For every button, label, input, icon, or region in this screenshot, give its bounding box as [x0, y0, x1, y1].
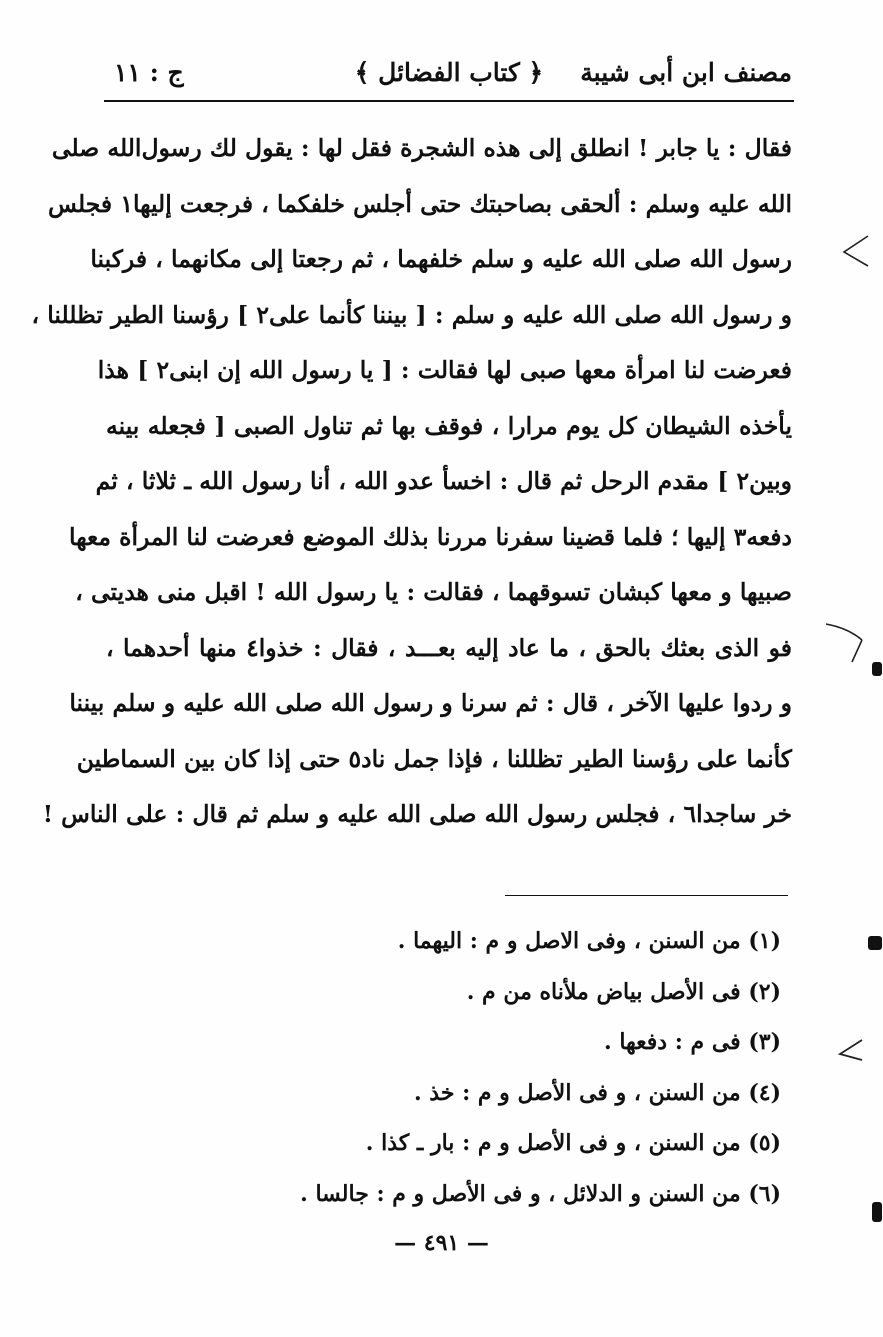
- text-line: و رسول الله صلى الله عليه و سلم : [ بيننا كأنما على٢ ] رؤسنا الطير تظللنا ،: [31, 300, 792, 329]
- footnote: (٤) من السنن ، و فى الأصل و م : خذ .: [413, 1079, 781, 1106]
- margin-mark-icon: [832, 232, 872, 272]
- scan-blot: [868, 936, 882, 950]
- chapter-title: ﴿ كتاب الفضائل ﴾: [354, 58, 544, 87]
- text-line: يأخذه الشيطان كل يوم مرارا ، فوقف بها ثم تناول الصبى [ فجعله بينه: [106, 411, 792, 440]
- margin-mark-icon: [822, 618, 872, 668]
- text-line: رسول الله صلى الله عليه و سلم خلفهما ، ثم رجعتا إلى مكانهما ، فركبنا: [90, 245, 792, 273]
- main-text: [31, 124, 792, 846]
- running-header: [104, 54, 794, 102]
- text-line: الله عليه وسلم : ألحقى بصاحبتك حتى أجلس خلفكما ، فرجعت إليها١ فجلس: [48, 189, 792, 218]
- text-line: فقال : يا جابر ! انطلق إلى هذه الشجرة فقل لها : يقول لك رسول‌الله صلى: [51, 134, 792, 162]
- text-line: وبين٢ ] مقدم الرحل ثم قال : اخسأ عدو الله ، أنا رسول الله ـ ثلاثا ، ثم: [95, 467, 792, 495]
- text-line: صبيها و معها كبشان تسوقهما ، فقالت : يا رسول الله ! اقبل منى هديتى ،: [75, 578, 792, 606]
- footnote-divider: [505, 895, 788, 896]
- scan-blot: [872, 662, 882, 676]
- scan-blot: [872, 1202, 882, 1222]
- page-number: — ٤٩١ —: [394, 1230, 489, 1256]
- margin-mark-icon: [832, 1036, 872, 1066]
- text-line: دفعه٣ إليها ؛ فلما قضينا سفرنا مررنا بذلك الموضع فعرضت لنا المرأة معها: [69, 522, 792, 551]
- footnote: (١) من السنن ، وفى الاصل و م : اليهما .: [397, 928, 781, 954]
- footnote: (٢) فى الأصل بياض ملأناه من م .: [466, 978, 781, 1005]
- text-line: فو الذى بعثك بالحق ، ما عاد إليه بعـــد ، فقال : خذوا٤ منها أحدهما ،: [106, 633, 792, 662]
- footnotes: [181, 916, 781, 1219]
- text-line: خر ساجدا٦ ، فجلس رسول الله صلى الله عليه و سلم ثم قال : على الناس !: [42, 800, 792, 828]
- text-line: و ردوا عليها الآخر ، قال : ثم سرنا و رسول الله صلى الله عليه و سلم بيننا: [69, 689, 792, 717]
- text-line: كأنما على رؤسنا الطير تظللنا ، فإذا جمل ناد٥ حتى إذا كان بين السماطين: [76, 744, 792, 773]
- book-title: مصنف ابن أبى شيبة: [580, 58, 792, 87]
- footnote: (٣) فى م : دفعها .: [604, 1029, 781, 1055]
- footnote: (٦) من السنن و الدلائل ، و فى الأصل و م : جالسا .: [300, 1180, 781, 1207]
- footnote: (٥) من السنن ، و فى الأصل و م : بار ـ كذا .: [365, 1130, 781, 1156]
- text-line: فعرضت لنا امرأة معها صبى لها فقالت : [ يا رسول الله إن ابنى٢ ] هذا: [97, 356, 792, 384]
- volume-number: ج : ١١: [114, 58, 184, 87]
